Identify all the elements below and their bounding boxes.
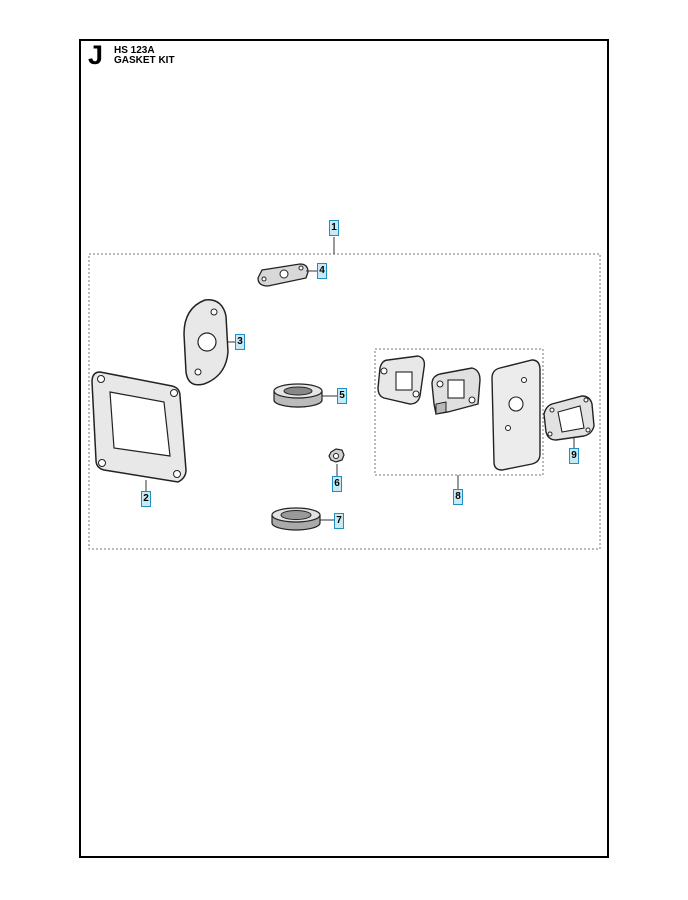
gasket-square-part [92,372,186,482]
oil-seal-small-part [272,508,320,530]
gasket-window-part [378,356,424,404]
section-letter: J [88,40,104,70]
callout-1[interactable]: 1 [329,220,339,236]
callout-5[interactable]: 5 [337,388,347,404]
page-title: GASKET KIT [114,55,175,66]
callout-9[interactable]: 9 [569,448,579,464]
large-plate-part [492,360,540,470]
callout-4[interactable]: 4 [317,263,327,279]
callout-7[interactable]: 7 [334,513,344,529]
callout-3[interactable]: 3 [235,334,245,350]
callout-8[interactable]: 8 [453,489,463,505]
gasket-oval-part [184,300,228,385]
small-plate-part [258,264,308,286]
carburetor-gasket-part [544,396,594,440]
callout-2[interactable]: 2 [141,491,151,507]
callout-6[interactable]: 6 [332,476,342,492]
insulator-block-part [432,368,480,414]
oil-seal-large-part [274,384,322,407]
model-name: HS 123A [114,45,155,56]
nut-part [329,449,344,462]
